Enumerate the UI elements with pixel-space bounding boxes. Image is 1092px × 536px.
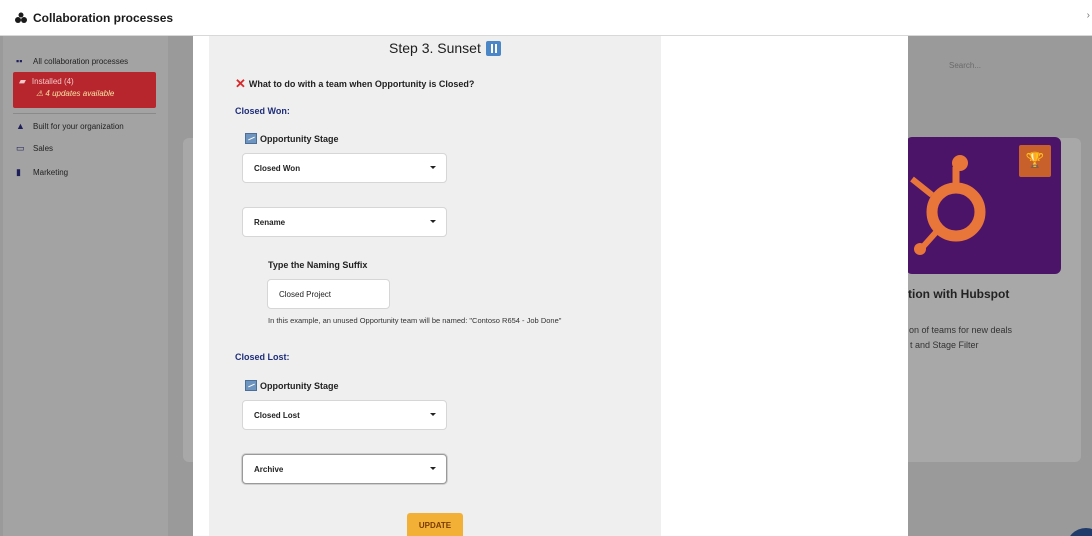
sidebar-item-sales[interactable] [16,143,53,154]
closed-won-label: Closed Won: [235,106,290,116]
cross-mark-icon: ✕ [235,76,246,91]
chevron-down-icon [430,413,436,416]
sidebar-divider [13,113,156,114]
naming-suffix-label: Type the Naming Suffix [268,260,368,270]
close-icon[interactable]: › [1086,10,1090,21]
search-input[interactable]: Search... [949,61,982,70]
closed-won-stage-select[interactable] [242,153,447,183]
opportunity-stage-text: Opportunity Stage [260,380,339,391]
updates-available-label: 4 updates available [45,89,115,98]
step-title [389,40,501,56]
opportunity-stage-label [245,133,339,144]
question-heading [235,76,474,92]
app-title: Collaboration processes [33,10,174,25]
briefcase-icon: ▭ [16,143,25,153]
card-title: tion with Hubspot [908,287,1010,301]
sidebar-item-label: Sales [33,144,54,153]
bar-chart-icon: ▮ [16,167,21,177]
closed-won-action-select[interactable] [242,207,447,237]
grid-icon: ▪▪ [16,56,23,66]
card-description-line: on of teams for new deals [909,325,1013,335]
sidebar-item-all-processes[interactable] [16,56,128,66]
select-value: Rename [254,217,286,227]
closed-lost-stage-select[interactable] [242,400,447,430]
sidebar-item-label: Marketing [33,168,69,177]
help-chat-button[interactable] [1066,528,1092,536]
installed-label: Installed (4) [31,77,74,86]
sidebar-item-label: All collaboration processes [33,56,129,66]
naming-example-text: In this example, an unused Opportunity team will be named: "Contoso R654 - Job Done" [268,316,562,325]
chevron-down-icon [430,467,436,470]
closed-lost-label: Closed Lost: [235,352,290,362]
inbox-icon: ▰ [19,76,26,86]
sidebar-item-built-for-org[interactable] [16,121,124,131]
app-header [0,0,1092,36]
select-value: Closed Lost [254,410,300,420]
select-value: Archive [254,464,284,474]
chevron-down-icon [430,220,436,223]
step-modal [193,36,908,536]
sidebar-item-label: Built for your organization [33,121,124,131]
naming-suffix-input[interactable] [267,279,390,309]
select-value: Closed Won [254,163,301,173]
sidebar [3,36,168,536]
chevron-down-icon [430,166,436,169]
sidebar-item-marketing[interactable] [16,167,68,178]
chart-icon [245,133,257,144]
opportunity-stage-text: Opportunity Stage [260,133,339,144]
flask-icon: ▲ [16,121,25,131]
card-description-line: t and Stage Filter [910,340,979,350]
sidebar-item-installed[interactable] [13,72,156,108]
closed-lost-action-select[interactable] [242,454,447,484]
opportunity-stage-label [245,380,339,391]
update-button[interactable]: UPDATE [407,513,463,536]
chart-icon [245,380,257,391]
pause-icon [486,41,501,56]
sunset-form [209,36,661,536]
step-title-text: Step 3. Sunset [389,40,481,56]
question-text: What to do with a team when Opportunity is Closed? [248,79,475,89]
warning-icon: ⚠ [36,89,46,98]
naming-suffix-value: Closed Project [279,289,332,299]
app-logo-icon [14,11,28,25]
trophy-icon: 🏆 [1019,145,1051,177]
